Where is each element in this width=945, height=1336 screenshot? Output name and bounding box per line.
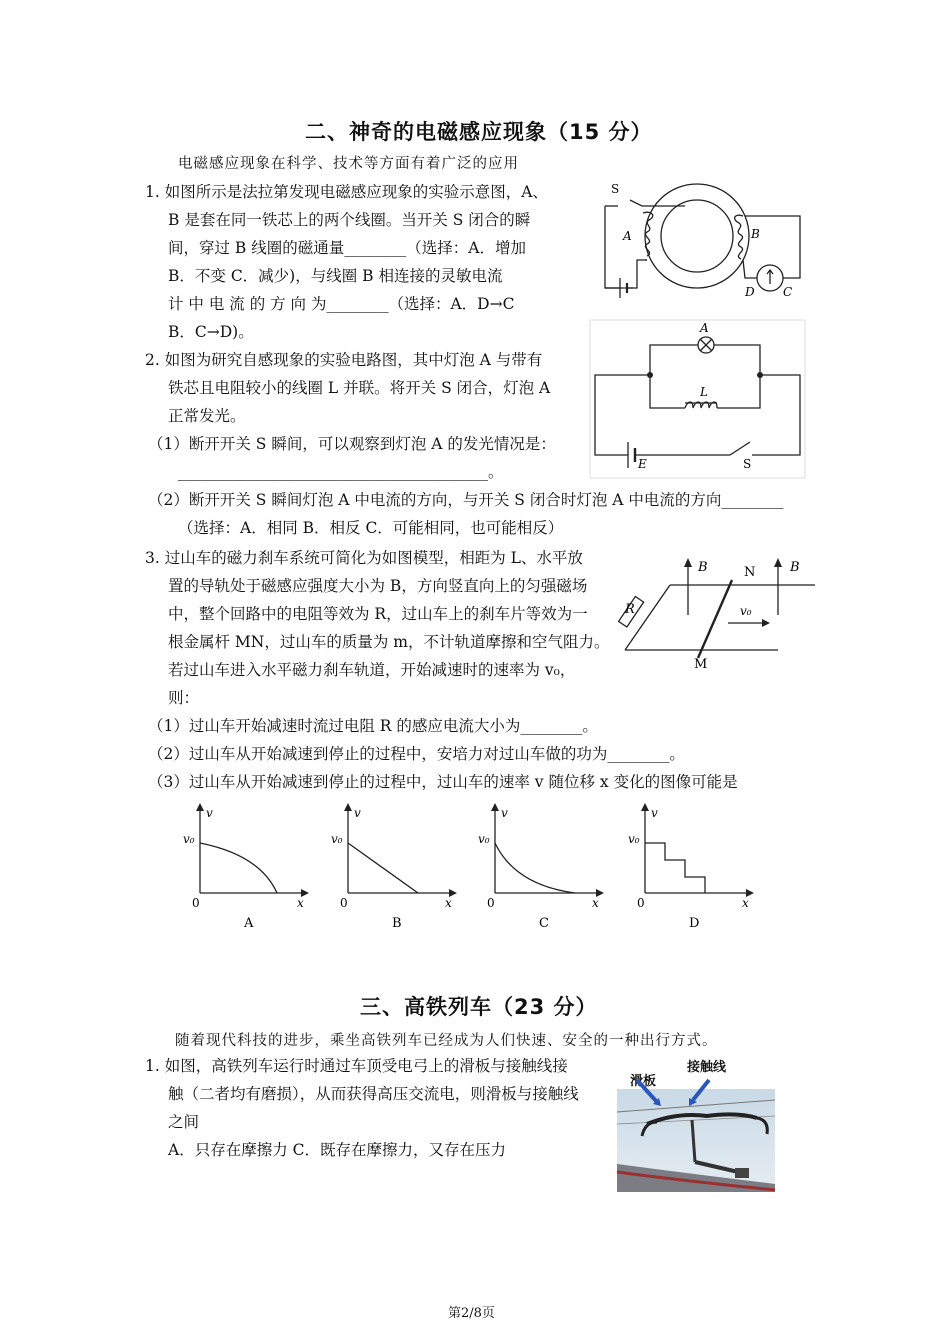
graph-d xyxy=(625,805,755,930)
label-switch-s: S xyxy=(743,457,752,471)
graph-label: v₀ xyxy=(331,832,343,846)
label-a: A xyxy=(623,229,632,243)
graph-label: 0 xyxy=(340,896,348,910)
graph-c-letter: C xyxy=(539,916,549,931)
graph-c xyxy=(475,805,605,930)
label-lamp-a: A xyxy=(700,321,709,335)
q3-line-6: 则： xyxy=(168,689,200,707)
label-r: R xyxy=(625,602,635,617)
q1-line-6: B．C→D)。 xyxy=(168,323,254,341)
section3-title: 三、高铁列车（23 分） xyxy=(360,995,598,1019)
q1-line-3: 间，穿过 B 线圈的磁通量________（选择：A．增加 xyxy=(168,239,526,257)
label-slider: 滑板 xyxy=(630,1074,657,1089)
label-v0: v₀ xyxy=(740,604,752,618)
self-induction-circuit xyxy=(590,320,805,478)
graph-label: 0 xyxy=(487,896,495,910)
q1-line-2: B 是套在同一铁芯上的两个线圈。当开关 S 闭合的瞬 xyxy=(168,211,531,229)
graph-b xyxy=(328,805,458,930)
pantograph-photo xyxy=(617,1072,775,1192)
label-coil-l: L xyxy=(700,385,708,399)
q3-line-2: 置的导轨处于磁感应强度大小为 B，方向竖直向上的匀强磁场 xyxy=(168,577,588,595)
q3-line-1: 3. 过山车的磁力刹车系统可简化为如图模型，相距为 L、水平放 xyxy=(145,549,583,567)
q3-line-5: 若过山车进入水平磁力刹车轨道，开始减速时的速率为 v₀， xyxy=(168,661,576,679)
section2-intro: 电磁感应现象在科学、技术等方面有着广泛的应用 xyxy=(178,156,519,172)
graph-label: x xyxy=(592,896,599,910)
label-s: S xyxy=(611,182,620,196)
q2-line-3: 正常发光。 xyxy=(168,407,246,425)
s3-q1-line-3: 之间 xyxy=(168,1113,200,1131)
graph-d-letter: D xyxy=(689,916,700,931)
q3-line-3: 中，整个回路中的电阻等效为 R，过山车上的刹车片等效为一 xyxy=(168,605,588,623)
graph-b-letter: B xyxy=(392,916,402,931)
q3-sub1: （1）过山车开始减速时流过电阻 R 的感应电流大小为________。 xyxy=(148,717,598,735)
graph-label: v xyxy=(354,806,361,820)
q1-line-1: 1. 如图所示是法拉第发现电磁感应现象的实验示意图，A、 xyxy=(145,183,548,201)
label-contact-wire: 接触线 xyxy=(687,1060,727,1075)
graph-label: v xyxy=(501,806,508,820)
faraday-ring-diagram xyxy=(585,178,810,303)
section2-title: 二、神奇的电磁感应现象（15 分） xyxy=(305,120,653,144)
q2-line-1: 2. 如图为研究自感现象的实验电路图，其中灯泡 A 与带有 xyxy=(145,351,543,369)
q3-line-4: 根金属杆 MN，过山车的质量为 m，不计轨道摩擦和空气阻力。 xyxy=(168,633,610,651)
graph-label: 0 xyxy=(637,896,645,910)
graph-label: v₀ xyxy=(478,832,490,846)
label-c: C xyxy=(783,285,793,299)
graph-label: 0 xyxy=(192,896,200,910)
s3-q1-line-2: 触（二者均有磨损），从而获得高压交流电，则滑板与接触线 xyxy=(168,1085,579,1103)
graph-label: x xyxy=(742,896,749,910)
label-d: D xyxy=(745,285,755,299)
q2-sub1: （1）断开开关 S 瞬间，可以观察到灯泡 A 的发光情况是： xyxy=(148,435,556,453)
q1-line-4: B．不变 C．减少)，与线圈 B 相连接的灵敏电流 xyxy=(168,267,503,285)
q2-sub2-options: （选择：A．相同 B．相反 C．可能相同，也可能相反） xyxy=(178,519,564,537)
section3-intro: 随着现代科技的进步，乘坐高铁列车已经成为人们快速、安全的一种出行方式。 xyxy=(175,1033,718,1049)
graph-label: v₀ xyxy=(628,832,640,846)
graph-a-letter: A xyxy=(244,916,254,931)
label-m: M xyxy=(694,657,708,672)
label-b-left: B xyxy=(698,560,708,575)
label-b: B xyxy=(751,227,760,241)
q2-sub1-blank: ________________________________________。 xyxy=(178,463,504,481)
q3-sub2: （2）过山车从开始减速到停止的过程中，安培力对过山车做的功为________。 xyxy=(148,745,685,763)
graph-label: v xyxy=(651,806,658,820)
graph-label: v₀ xyxy=(183,832,195,846)
magnetic-brake-rails xyxy=(620,555,820,670)
graph-label: v xyxy=(206,806,213,820)
graph-a xyxy=(180,805,310,930)
s3-q1-options: A．只存在摩擦力 C．既存在摩擦力，又存在压力 xyxy=(168,1141,506,1159)
label-n: N xyxy=(744,565,756,580)
q2-sub2: （2）断开开关 S 瞬间灯泡 A 中电流的方向，与开关 S 闭合时灯泡 A 中电流的方向________ xyxy=(148,491,784,509)
s3-q1-line-1: 1. 如图，高铁列车运行时通过车顶受电弓上的滑板与接触线接 xyxy=(145,1057,568,1075)
label-battery-e: E xyxy=(638,457,647,471)
q3-sub3: （3）过山车从开始减速到停止的过程中，过山车的速率 v 随位移 x 变化的图像可能是 xyxy=(148,773,738,791)
q1-line-5: 计 中 电 流 的 方 向 为________（选择：A．D→C xyxy=(168,295,515,313)
page-number: 第2/8页 xyxy=(448,1306,495,1321)
label-b-right: B xyxy=(790,560,800,575)
q2-line-2: 铁芯且电阻较小的线圈 L 并联。将开关 S 闭合，灯泡 A xyxy=(168,379,551,397)
graph-label: x xyxy=(297,896,304,910)
graph-label: x xyxy=(445,896,452,910)
